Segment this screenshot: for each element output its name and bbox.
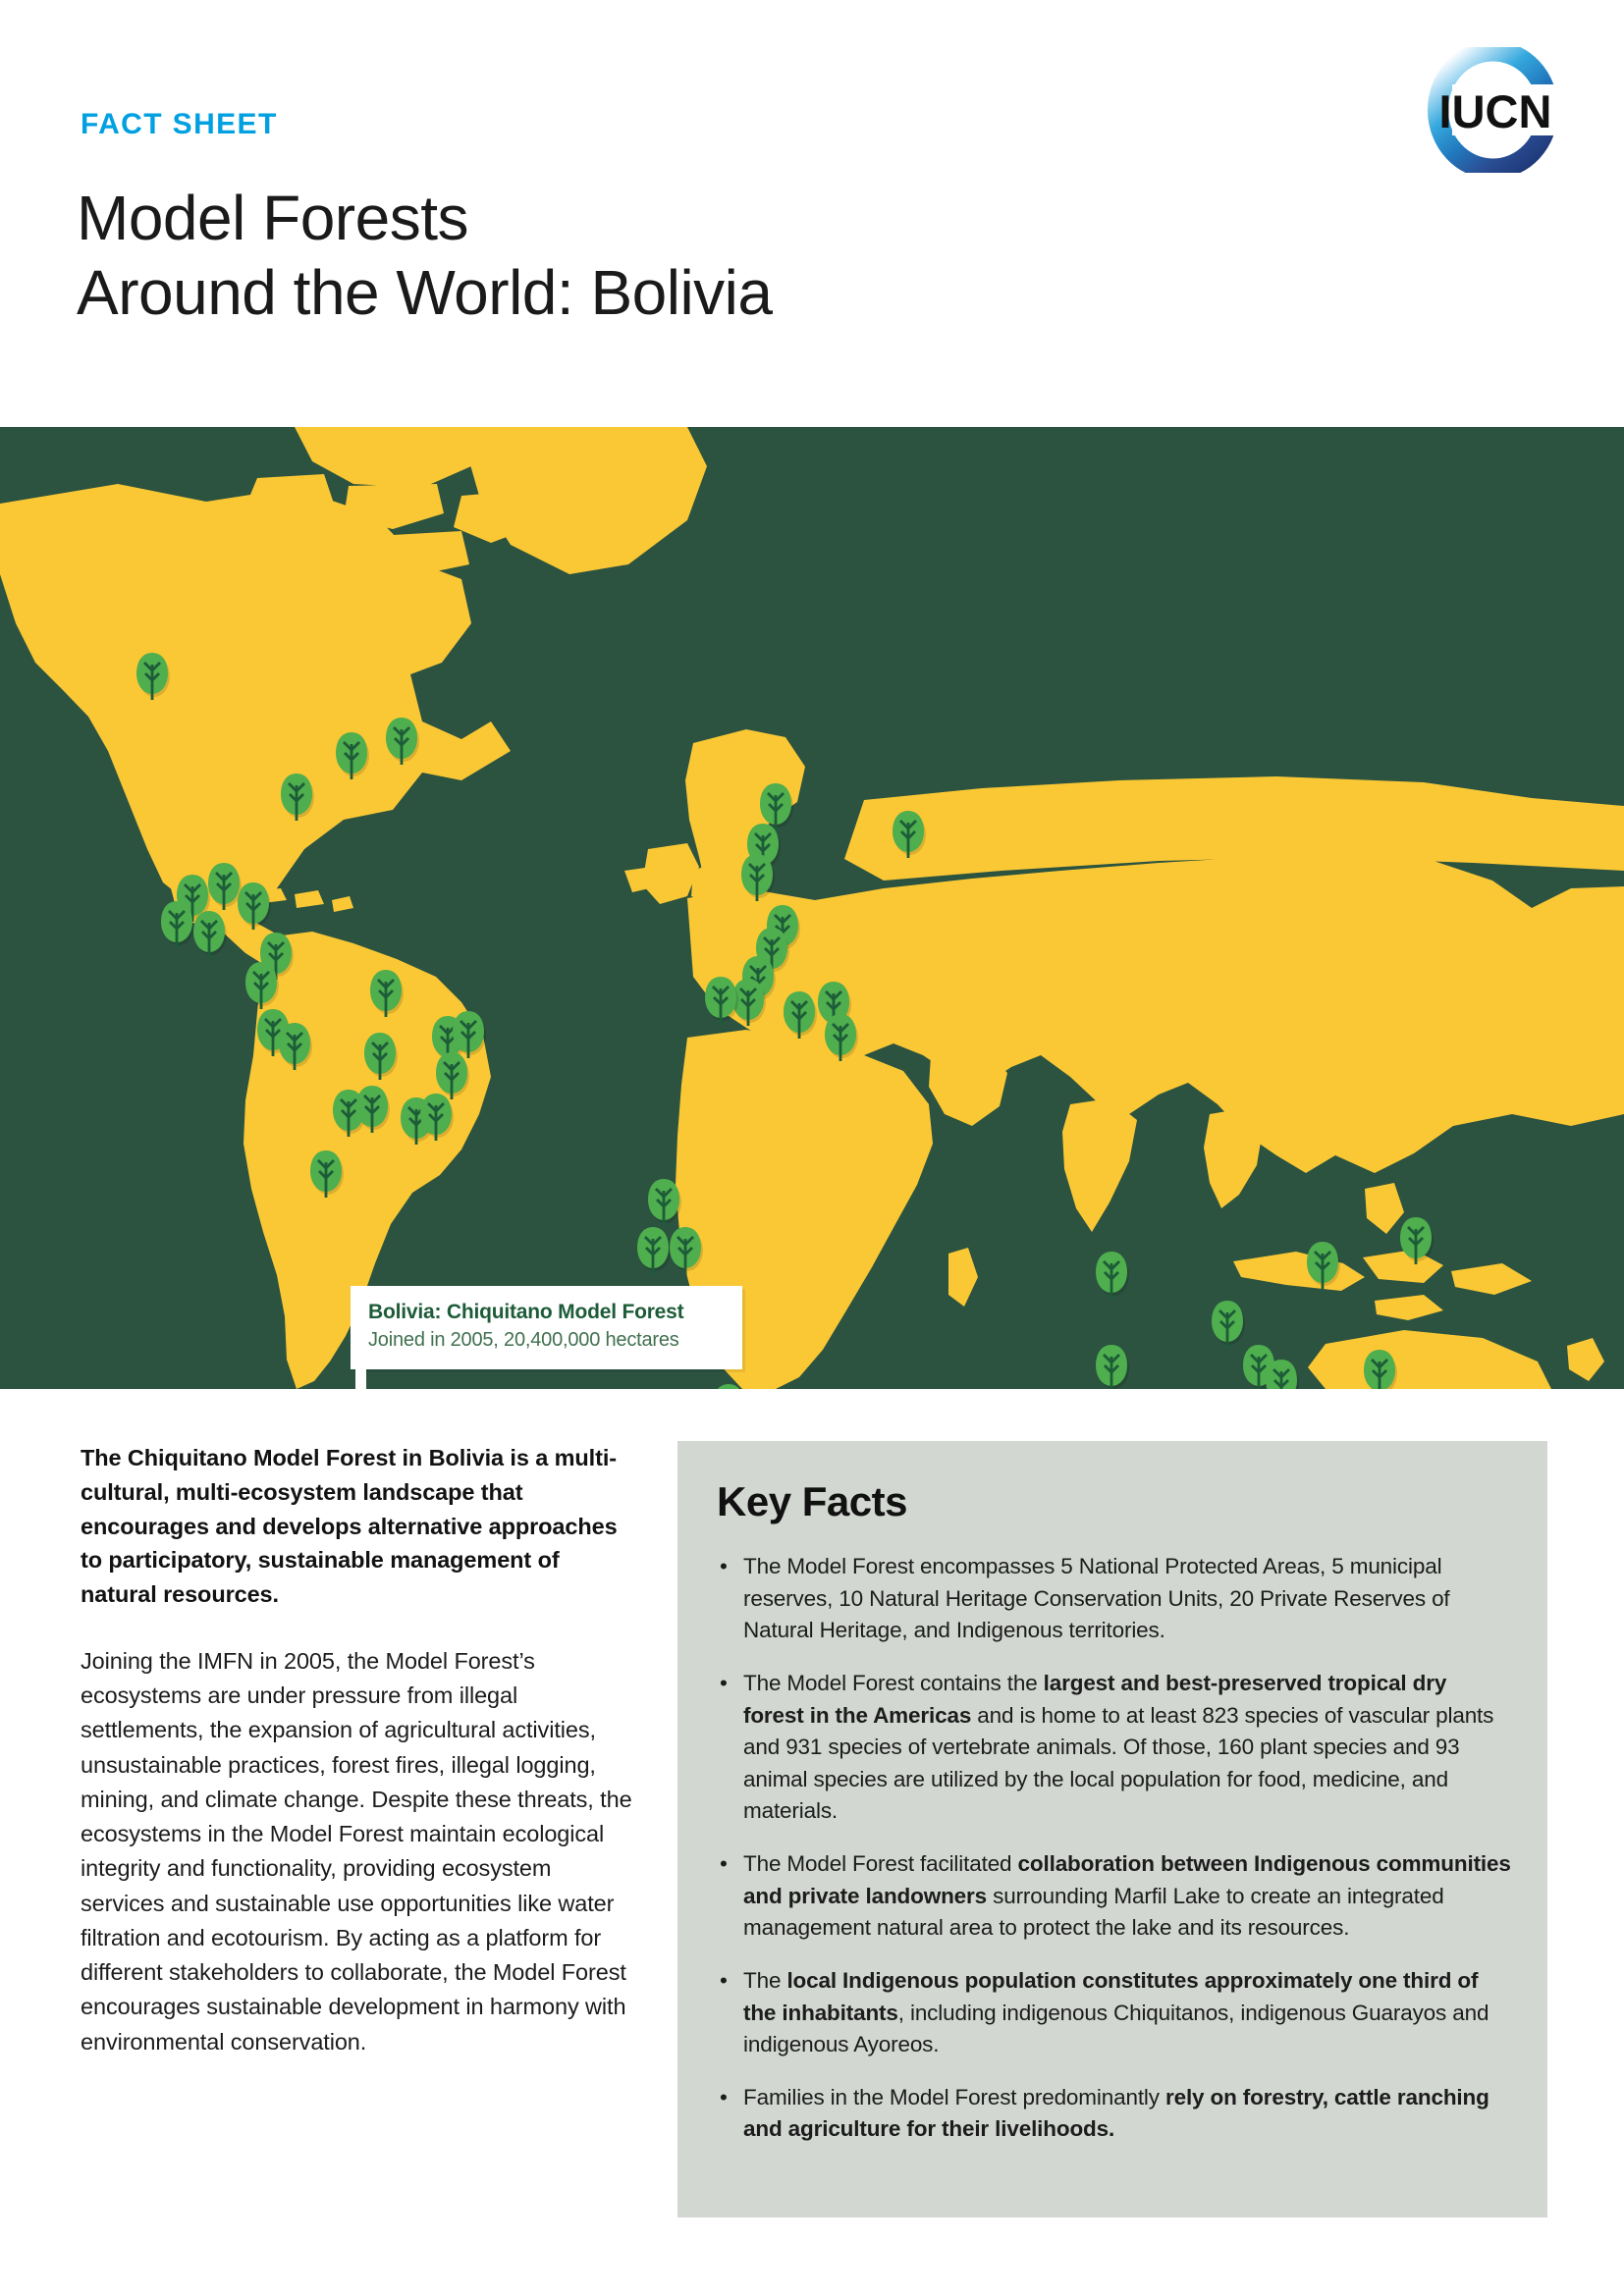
tree-marker-finland [735, 850, 779, 907]
tree-marker-japan [1394, 1213, 1437, 1270]
tree-marker-north-america-northeast [380, 714, 423, 771]
key-facts-title: Key Facts [717, 1478, 907, 1524]
tree-marker-brazil-north [364, 966, 407, 1023]
tree-marker-brazil-southeast-2 [414, 1090, 458, 1147]
tree-marker-china-east [1301, 1238, 1344, 1295]
fact-text: Families in the Model Forest predominantly [743, 2084, 1165, 2109]
fact-text-emphasis: local Indigenous population constitutes approximately one third of the inhabitants [743, 1967, 1479, 2025]
fact-text: The Model Forest encompasses 5 National Protected Areas, 5 municipal reserves, 10 Natural Heritage Conservation Units, 20 Private Reserves of Natural Heritage, and Indigenous territories. [743, 1554, 1450, 1643]
tree-marker-india [1090, 1341, 1133, 1389]
bolivia-callout [351, 1286, 742, 1369]
fact-text: The Model Forest facilitated [743, 1851, 1018, 1876]
bullet-icon: • [720, 1554, 728, 1578]
iucn-logo-text: IUCN [1438, 85, 1552, 137]
key-facts-list [717, 1551, 1512, 2146]
fact-text-emphasis: largest and best-preserved tropical dry forest in the Americas [743, 1670, 1447, 1728]
key-fact-collaboration-marfil-lake [717, 1848, 1512, 1945]
key-fact-tropical-dry-forest [717, 1668, 1512, 1828]
iucn-logo [1423, 47, 1563, 173]
tree-marker-spain [664, 1223, 707, 1280]
page-title [77, 182, 772, 330]
tree-marker-russia-north [887, 807, 930, 864]
fact-text: surrounding Marfil Lake to create an integrated management natural area to protect the lake and its resources. [743, 1883, 1444, 1941]
tree-marker-central-asia [1090, 1248, 1133, 1305]
tree-marker-turkey [819, 1010, 862, 1067]
bullet-icon: • [720, 1967, 728, 1993]
tree-marker-brazil-south-2 [351, 1082, 394, 1139]
content-area [0, 1389, 1624, 2296]
fact-text: The [743, 1967, 787, 1993]
key-fact-protected-areas [717, 1551, 1512, 1647]
lead-paragraph: The Chiquitano Model Forest in Bolivia is a multi-cultural, multi-ecosystem landscape that encourages and develops alternative approaches to participatory, sustainable management of natural resources. [81, 1445, 618, 1608]
tree-marker-peru-2 [273, 1019, 316, 1076]
tree-marker-central-america-2 [188, 907, 231, 964]
bullet-icon: • [720, 1670, 728, 1695]
callout-pointer-line [355, 1369, 366, 1389]
bullet-icon: • [720, 2084, 728, 2109]
tree-marker-brazil-central [358, 1029, 402, 1086]
fact-text-emphasis: rely on forestry, cattle ranching and agriculture for their livelihoods. [743, 2084, 1489, 2142]
tree-marker-africa-west [707, 1380, 750, 1389]
tree-marker-philippines [1358, 1346, 1401, 1389]
callout-subtitle: Joined in 2005, 20,400,000 hectares [368, 1329, 679, 1352]
tree-marker-argentina [304, 1147, 348, 1203]
fact-text: and is home to at least 823 species of vascular plants and 931 species of vertebrate animals. Of those, 160 plant species and 93 animal species are utilized by the local population for food, medicine, and materials. [743, 1702, 1494, 1824]
tree-marker-north-america-east [330, 728, 373, 785]
page-title-line-1: Model Forests [77, 183, 468, 253]
page-title-line-2: Around the World: Bolivia [77, 256, 773, 328]
tree-marker-north-america-central [275, 770, 318, 827]
world-map [0, 427, 1624, 1389]
tree-marker-caribbean-3 [232, 879, 275, 935]
callout-title: Bolivia: Chiquitano Model Forest [368, 1301, 684, 1323]
fact-sheet-eyebrow: FACT SHEET [81, 108, 278, 140]
page-header [0, 0, 1624, 427]
left-text-column [81, 1441, 638, 2059]
tree-marker-southeast-asia-2 [1260, 1356, 1303, 1389]
key-fact-indigenous-population [717, 1965, 1512, 2061]
fact-text-emphasis: collaboration between Indigenous communities and private landowners [743, 1851, 1511, 1908]
body-paragraph: Joining the IMFN in 2005, the Model Forest’s ecosystems are under pressure from illegal settlements, the expansion of agricultural activities, unsustainable practices, forest fires, illegal logging, mining, and climate change. Despite these threats, the ecosystems in the Model Forest maintain ecological integrity and functionality, providing ecosystem services and sustainable use opportunities like water filtration and ecotourism. By acting as a platform for different stakeholders to collaborate, the Model Forest encourages sustainable development in harmony with environmental conservation. [81, 1647, 632, 2055]
fact-text: , including indigenous Chiquitanos, indigenous Guarayos and indigenous Ayoreos. [743, 2000, 1489, 2057]
fact-text: The Model Forest contains the [743, 1670, 1044, 1695]
tree-marker-france [699, 973, 742, 1030]
key-fact-livelihoods [717, 2082, 1512, 2146]
tree-marker-north-america-west [131, 649, 174, 706]
bullet-icon: • [720, 1851, 728, 1876]
key-facts-panel [677, 1441, 1547, 2217]
